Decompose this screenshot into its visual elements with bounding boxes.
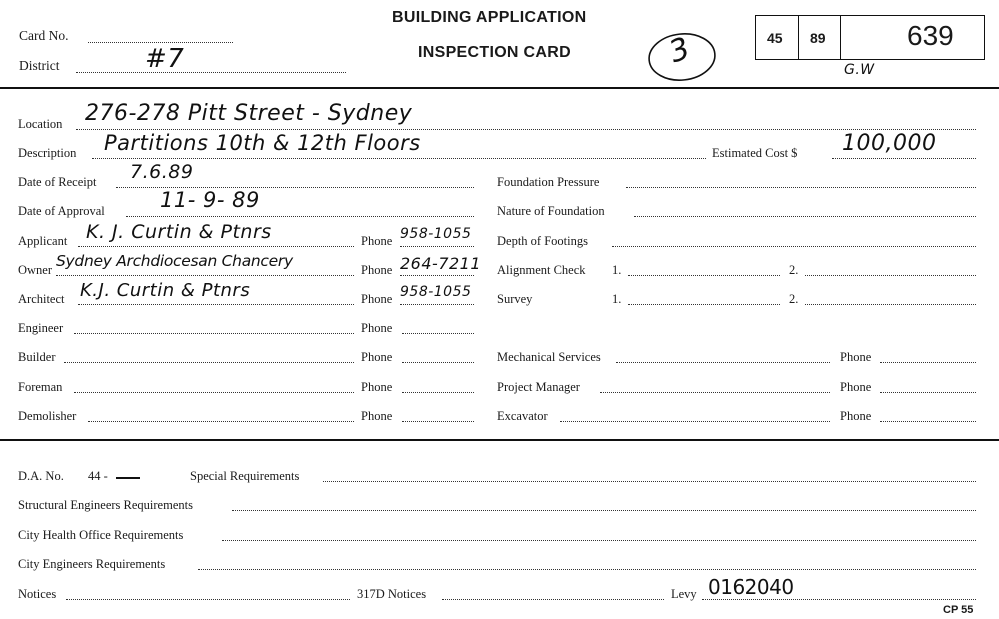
applicant-label: Applicant — [18, 234, 68, 248]
date-receipt-label: Date of Receipt — [18, 175, 97, 189]
notices-label: Notices — [18, 587, 57, 601]
levy-value: 0162040 — [708, 575, 794, 599]
district-value: #7 — [145, 44, 185, 74]
excavator-phone-label: Phone — [840, 409, 872, 423]
demolisher-dots — [88, 421, 354, 422]
estimated-cost-value: 100,000 — [842, 131, 937, 156]
survey-label: Survey — [497, 292, 533, 306]
architect-phone-value: 958-1055 — [400, 284, 472, 300]
box-divider-2 — [840, 15, 841, 60]
da-no-label: D.A. No. — [18, 469, 64, 483]
title-line1: BUILDING APPLICATION — [392, 9, 587, 26]
owner-phone-dots — [400, 275, 474, 276]
foreman-phone-dots — [402, 392, 474, 393]
project-manager-phone-dots — [880, 392, 976, 393]
description-value: Partitions 10th & 12th Floors — [104, 131, 421, 155]
architect-value: K.J. Curtin & Ptnrs — [80, 280, 251, 301]
date-receipt-value: 7.6.89 — [130, 161, 194, 183]
card-no-label: Card No. — [19, 28, 69, 43]
alignment-check-label: Alignment Check — [497, 263, 586, 277]
applicant-phone-dots — [400, 246, 474, 247]
owner-value: Sydney Archdiocesan Chancery — [56, 252, 293, 270]
architect-phone-label: Phone — [361, 292, 393, 306]
location-label: Location — [18, 117, 63, 131]
notices-317d-label: 317D Notices — [357, 587, 427, 601]
box-number: 639 — [907, 20, 954, 51]
estimated-cost-label: Estimated Cost $ — [712, 146, 798, 160]
health-req-dots — [222, 540, 976, 541]
district-dots — [76, 72, 346, 73]
nature-foundation-label: Nature of Foundation — [497, 204, 605, 218]
mechanical-services-phone-label: Phone — [840, 350, 872, 364]
box-year-b: 89 — [810, 30, 826, 46]
date-approval-value: 11- 9- 89 — [160, 188, 260, 212]
description-dots — [92, 158, 706, 159]
alignment-check-num1: 1. — [612, 263, 622, 277]
owner-dots — [56, 275, 354, 276]
special-req-label: Special Requirements — [190, 469, 300, 483]
depth-footings-dots — [612, 246, 976, 247]
engineer-dots — [74, 333, 354, 334]
special-req-dots — [323, 481, 976, 482]
alignment-check-dots1 — [628, 275, 780, 276]
owner-label: Owner — [18, 263, 53, 277]
survey-dots1 — [628, 304, 780, 305]
engineer-phone-label: Phone — [361, 321, 393, 335]
owner-phone-value: 264-7211 — [400, 254, 482, 273]
owner-phone-label: Phone — [361, 263, 393, 277]
date-approval-dots — [126, 216, 474, 217]
da-no-dash — [116, 477, 140, 479]
health-req-label: City Health Office Requirements — [18, 528, 184, 542]
foundation-pressure-dots — [626, 187, 976, 188]
applicant-dots — [78, 246, 354, 247]
middle-rule — [0, 439, 999, 441]
levy-label: Levy — [671, 587, 697, 601]
levy-dots — [702, 599, 976, 600]
district-label: District — [19, 58, 60, 73]
demolisher-phone-label: Phone — [361, 409, 393, 423]
demolisher-label: Demolisher — [18, 409, 77, 423]
da-no-value: 44 - — [88, 469, 108, 483]
survey-num1: 1. — [612, 292, 622, 306]
location-value: 276-278 Pitt Street - Sydney — [85, 101, 413, 126]
foreman-label: Foreman — [18, 380, 63, 394]
foreman-phone-label: Phone — [361, 380, 393, 394]
initials: G.W — [844, 62, 875, 78]
mechanical-services-dots — [616, 362, 830, 363]
architect-phone-dots — [400, 304, 474, 305]
excavator-dots — [560, 421, 830, 422]
engineer-label: Engineer — [18, 321, 64, 335]
structural-req-label: Structural Engineers Requirements — [18, 498, 193, 512]
architect-label: Architect — [18, 292, 65, 306]
city-eng-req-dots — [198, 569, 976, 570]
depth-footings-label: Depth of Footings — [497, 234, 588, 248]
excavator-phone-dots — [880, 421, 976, 422]
project-manager-phone-label: Phone — [840, 380, 872, 394]
footer-code: CP 55 — [943, 604, 974, 616]
estimated-cost-dots — [832, 158, 976, 159]
builder-phone-dots — [402, 362, 474, 363]
project-manager-dots — [600, 392, 830, 393]
notices-317d-dots — [442, 599, 664, 600]
mechanical-services-phone-dots — [880, 362, 976, 363]
notices-dots — [66, 599, 350, 600]
engineer-phone-dots — [402, 333, 474, 334]
foundation-pressure-label: Foundation Pressure — [497, 175, 600, 189]
builder-dots — [64, 362, 354, 363]
box-divider-1 — [798, 15, 799, 60]
architect-dots — [78, 304, 354, 305]
applicant-phone-label: Phone — [361, 234, 393, 248]
demolisher-phone-dots — [402, 421, 474, 422]
city-eng-req-label: City Engineers Requirements — [18, 557, 166, 571]
date-approval-label: Date of Approval — [18, 204, 105, 218]
nature-foundation-dots — [634, 216, 976, 217]
builder-phone-label: Phone — [361, 350, 393, 364]
builder-label: Builder — [18, 350, 56, 364]
box-year-a: 45 — [767, 30, 783, 46]
applicant-phone-value: 958-1055 — [400, 226, 472, 242]
project-manager-label: Project Manager — [497, 380, 580, 394]
top-rule — [0, 87, 999, 89]
card-no-dots — [88, 42, 233, 43]
alignment-check-num2: 2. — [789, 263, 799, 277]
mechanical-services-label: Mechanical Services — [497, 350, 601, 364]
foreman-dots — [74, 392, 354, 393]
excavator-label: Excavator — [497, 409, 548, 423]
alignment-check-dots2 — [805, 275, 976, 276]
location-dots — [76, 129, 976, 130]
applicant-value: K. J. Curtin & Ptnrs — [86, 221, 272, 243]
title-line2: INSPECTION CARD — [418, 44, 571, 61]
description-label: Description — [18, 146, 77, 160]
circled-mark-value: 3 — [664, 30, 695, 71]
survey-dots2 — [805, 304, 976, 305]
structural-req-dots — [232, 510, 976, 511]
survey-num2: 2. — [789, 292, 799, 306]
